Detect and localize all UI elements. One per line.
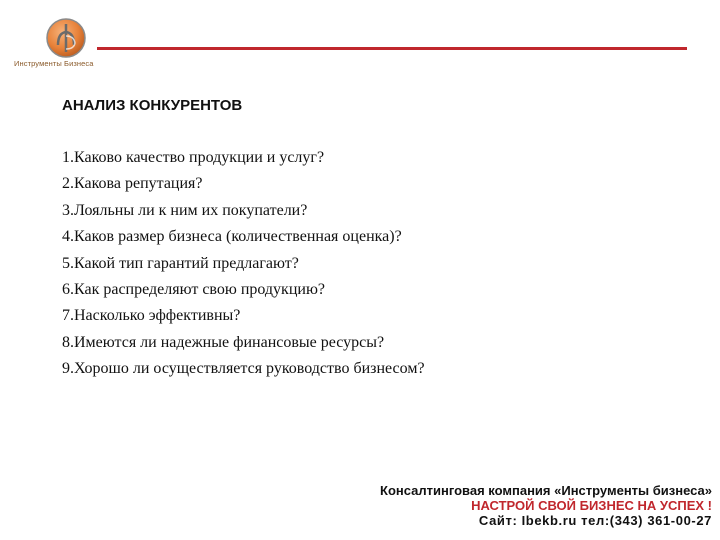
header-divider xyxy=(97,47,687,50)
list-item: 9.Хорошо ли осуществляется руководство бизнесом? xyxy=(62,360,425,378)
footer-slogan: НАСТРОЙ СВОЙ БИЗНЕС НА УСПЕХ ! xyxy=(471,498,712,513)
list-item: 7.Насколько эффективны? xyxy=(62,307,241,325)
list-item: 1.Каково качество продукции и услуг? xyxy=(62,149,325,166)
footer xyxy=(380,483,712,528)
footer-contacts: Сайт: Ibekb.ru тел:(343) 361-00-27 xyxy=(478,513,712,528)
list-item: 6.Как распределяют свою продукцию? xyxy=(62,280,326,298)
questions-list xyxy=(62,145,425,383)
list-item: 5.Какой тип гарантий предлагают? xyxy=(62,254,299,272)
company-logo xyxy=(14,16,114,72)
list-item: 8.Имеются ли надежные финансовые ресурсы? xyxy=(62,333,385,351)
page-title: АНАЛИЗ КОНКУРЕНТОВ xyxy=(62,97,243,114)
footer-company: Консалтинговая компания «Инструменты бизнеса» xyxy=(380,483,712,498)
list-item: 4.Каков размер бизнеса (количественная оценка)? xyxy=(62,228,402,246)
logo-text: Инструменты Бизнеса xyxy=(14,59,94,68)
logo-emblem-icon xyxy=(44,16,88,60)
list-item: 2.Какова репутация? xyxy=(62,175,203,193)
list-item: 3.Лояльны ли к ним их покупатели? xyxy=(62,201,308,219)
